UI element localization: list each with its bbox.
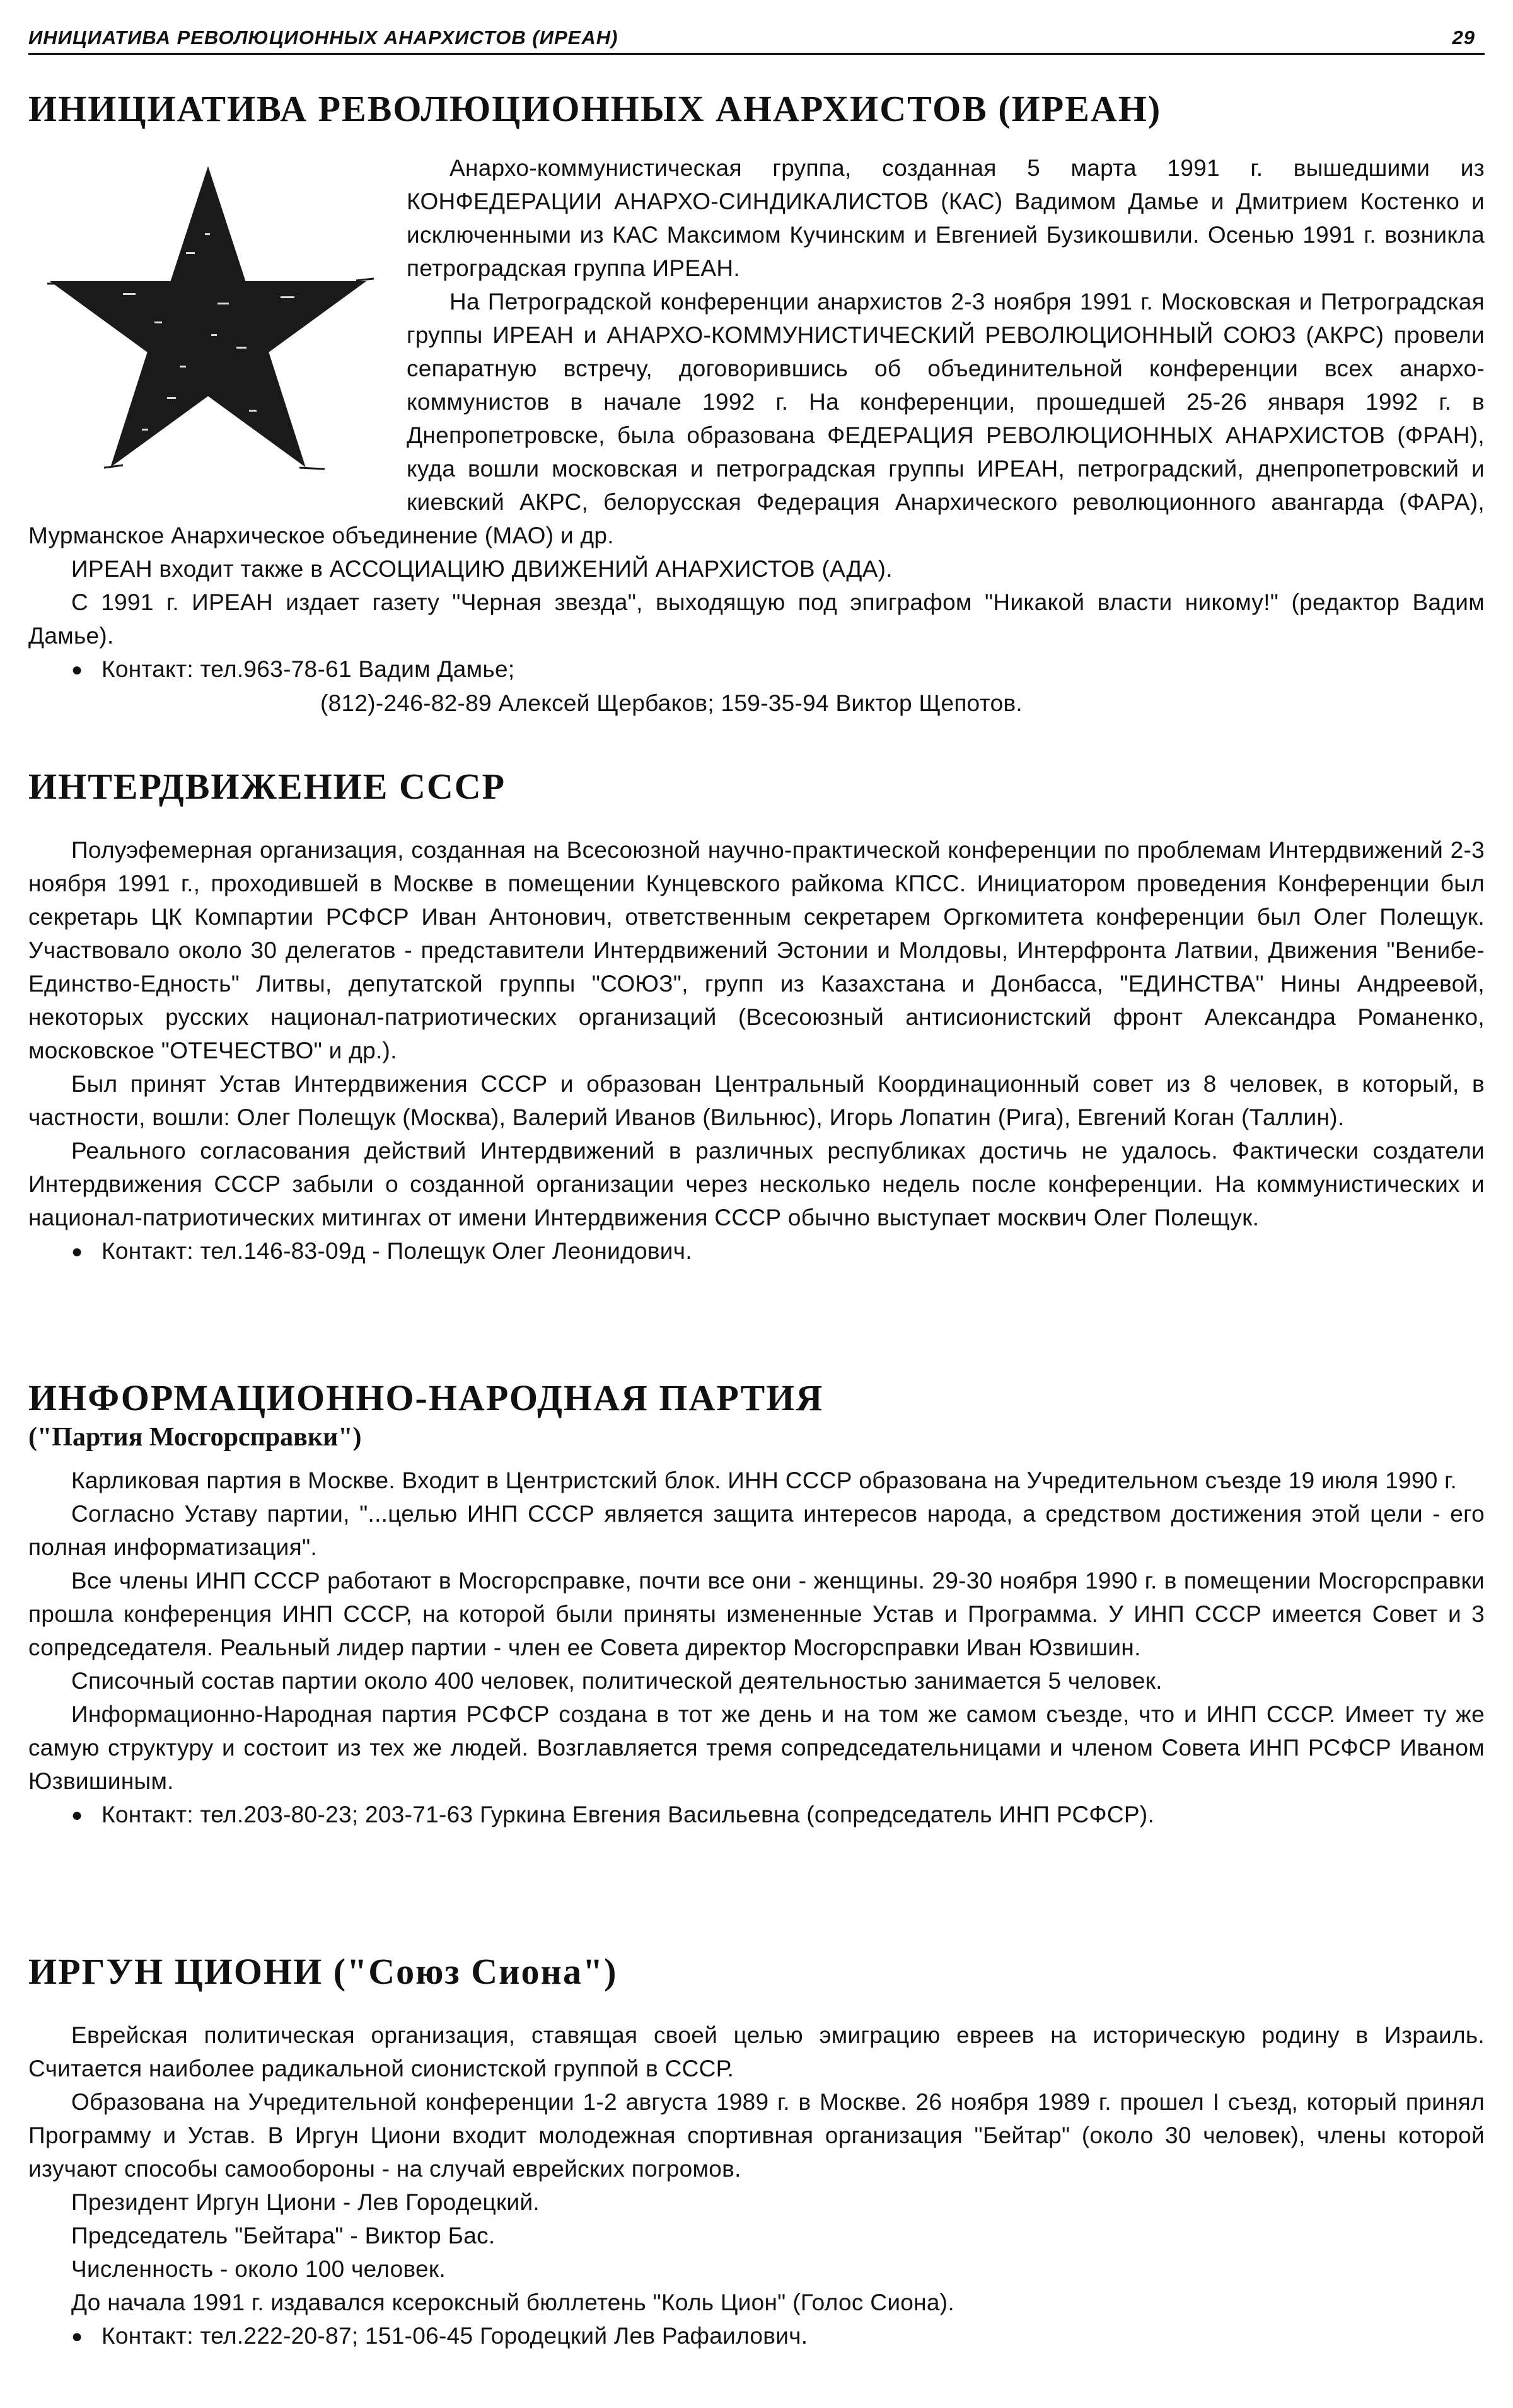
paragraph: Образована на Учредительной конференции 1-2 августа 1989 г. в Москве. 26 ноября 1989 г. прошел I съезд, который принял Программу и Устав. В Иргун Циони входит молодежная спортивная организация "Бейтар" (около 30 человек), члены которой изучают способы самообороны - на случай еврейских погромов. (28, 2088, 1485, 2182)
running-head-title: ИНИЦИАТИВА РЕВОЛЮЦИОННЫХ АНАРХИСТОВ (ИРЕАН) (28, 26, 618, 49)
running-head (28, 24, 1485, 55)
star-icon (28, 158, 407, 511)
paragraph: Численность - около 100 человек. (71, 2255, 446, 2282)
section-title: ИРГУН ЦИОНИ ("Союз Сиона") (28, 1951, 618, 1992)
paragraph: Еврейская политическая организация, ставящая своей целью эмиграцию евреев на историческую родину в Израиль. Считается наиболее радикальной сионистской группой в СССР. (28, 2022, 1485, 2081)
contact-text: Контакт: тел.222-20-87; 151-06-45 Городецкий Лев Рафаилович. (101, 2322, 808, 2349)
paragraph: С 1991 г. ИРЕАН издает газету "Черная звезда", выходящую под эпиграфом "Никакой власти никому!" (редактор Вадим Дамье). (28, 589, 1485, 649)
contact-line (28, 652, 1485, 686)
section-title: ИНФОРМАЦИОННО-НАРОДНАЯ ПАРТИЯ (28, 1377, 824, 1418)
contact-line-continued: (812)-246-82-89 Алексей Щербаков; 159-35-94 Виктор Щепотов. (320, 690, 1023, 716)
contact-text: Контакт: тел.963-78-61 Вадим Дамье; (101, 656, 515, 682)
paragraph: Президент Иргун Циони - Лев Городецкий. (71, 2189, 540, 2215)
bullet-icon: ● (71, 2325, 83, 2347)
section-inp (28, 1377, 1485, 1832)
section-irgun-tsioni (28, 1951, 1485, 2353)
section-body (28, 833, 1485, 1268)
paragraph: На Петроградской конференции анархистов 2-3 ноября 1991 г. Московская и Петроградская группы ИРЕАН и АНАРХО-КОММУНИСТИЧЕСКИЙ РЕВОЛЮЦИОННЫЙ СОЮЗ (АКРС) провели сепаратную встречу, договорившись об объединительной конференции всех анархо-коммунистов в начале 1992 г. На конференции, прошедшей 25-26 января 1992 г. в Днепропетровске, была образована ФЕДЕРАЦИЯ РЕВОЛЮЦИОННЫХ АНАРХИСТОВ (ФРАН), куда вошли московская и петроградская группы ИРЕАН, петроградский, днепропетровский и киевский АКРС, белорусская Федерация Анархического революционного авангарда (ФАРА), Мурманское Анархическое объединение (МАО) и др. (28, 289, 1485, 548)
bullet-icon: ● (71, 1241, 83, 1262)
section-body (28, 2018, 1485, 2353)
section-ireаn (28, 88, 1485, 716)
section-subtitle: ("Партия Мосгорсправки") (28, 1422, 362, 1452)
section-body (28, 1464, 1485, 1832)
paragraph: Все члены ИНП СССР работают в Мосгорсправке, почти все они - женщины. 29-30 ноября 1990 г. в помещении Мосгорсправки прошла конференция ИНП СССР, на которой были приняты измененные Устав и Программа. У ИНП СССР имеется Совет и 3 сопредседателя. Реальный лидер партии - член ее Совета директор Мосгорсправки Иван Юзвишин. (28, 1567, 1485, 1660)
paragraph: Карликовая партия в Москве. Входит в Центристский блок. ИНН СССР образована на Учредительном съезде 19 июля 1990 г. (71, 1467, 1458, 1493)
paragraph: Списочный состав партии около 400 человек, политической деятельностью занимается 5 человек. (71, 1667, 1162, 1694)
contact-text: Контакт: тел.203-80-23; 203-71-63 Гуркина Евгения Васильевна (сопредседатель ИНП РСФСР). (101, 1801, 1155, 1827)
paragraph: Был принят Устав Интердвижения СССР и образован Центральный Координационный совет из 8 человек, в который, в частности, вошли: Олег Полещук (Москва), Валерий Иванов (Вильнюс), Игорь Лопатин (Рига), Евгений Коган (Таллин). (28, 1070, 1485, 1130)
section-body (28, 151, 1485, 720)
contact-line (28, 1234, 1485, 1268)
section-title: ИНТЕРДВИЖЕНИЕ СССР (28, 766, 506, 807)
section-interdvizhenie (28, 766, 1485, 1268)
paragraph: Информационно-Народная партия РСФСР создана в тот же день и на том же самом съезде, что и ИНП СССР. Имеет ту же самую структуру и состоит из тех же людей. Возглавляется тремя сопредседательницами и членом Совета ИНП РСФСР Иваном Юзвишиным. (28, 1701, 1485, 1794)
paragraph: До начала 1991 г. издавался ксероксный бюллетень "Коль Цион" (Голос Сиона). (71, 2289, 954, 2315)
paragraph: ИРЕАН входит также в АССОЦИАЦИЮ ДВИЖЕНИЙ АНАРХИСТОВ (АДА). (71, 556, 893, 582)
section-title: ИНИЦИАТИВА РЕВОЛЮЦИОННЫХ АНАРХИСТОВ (ИРЕАН) (28, 88, 1162, 129)
paragraph: Полуэфемерная организация, созданная на Всесоюзной научно-практической конференции по проблемам Интердвижений 2-3 ноября 1991 г., проходившей в Москве в помещении Кунцевского райкома КПСС. Инициатором проведения Конференции был секретарь ЦК Компартии РСФСР Иван Антонович, ответственным секретарем Оргкомитета конференции был Олег Полещук. Участвовало около 30 делегатов - представители Интердвижений Эстонии и Молдовы, Интерфронта Латвии, Движения "Венибе-Единство-Едность" Литвы, депутатской группы "СОЮЗ", групп из Казахстана и Донбасса, "ЕДИНСТВА" Нины Андреевой, некоторых русских национал-патриотических организаций (Всесоюзный антисионистский фронт Александра Романенко, московское "ОТЕЧЕСТВО" и др.). (28, 836, 1485, 1063)
paragraph: Анархо-коммунистическая группа, созданная 5 марта 1991 г. вышедшими из КОНФЕДЕРАЦИИ АНАРХО-СИНДИКАЛИСТОВ (КАС) Вадимом Дамье и Дмитрием Костенко и исключенными из КАС Максимом Кучинским и Евгенией Бузикошвили. Осенью 1991 г. возникла петроградская группа ИРЕАН. (407, 155, 1485, 281)
page-number: 29 (1452, 26, 1475, 49)
paragraph: Реального согласования действий Интердвижений в различных республиках достичь не удалось. Фактически создатели Интердвижения СССР забыли о созданной организации через несколько недель после конференции. На коммунистических и национал-патриотических митингах от имени Интердвижения СССР обычно выступает москвич Олег Полещук. (28, 1137, 1485, 1230)
bullet-icon: ● (71, 659, 83, 680)
paragraph: Председатель "Бейтара" - Виктор Бас. (71, 2222, 496, 2249)
contact-text: Контакт: тел.146-83-09д - Полещук Олег Леонидович. (101, 1237, 692, 1264)
contact-line (28, 2319, 1485, 2353)
bullet-icon: ● (71, 1804, 83, 1826)
contact-line (28, 1798, 1485, 1832)
paragraph: Согласно Уставу партии, "...целью ИНП СССР является защита интересов народа, а средством достижения этой цели - его полная информатизация". (28, 1500, 1485, 1560)
